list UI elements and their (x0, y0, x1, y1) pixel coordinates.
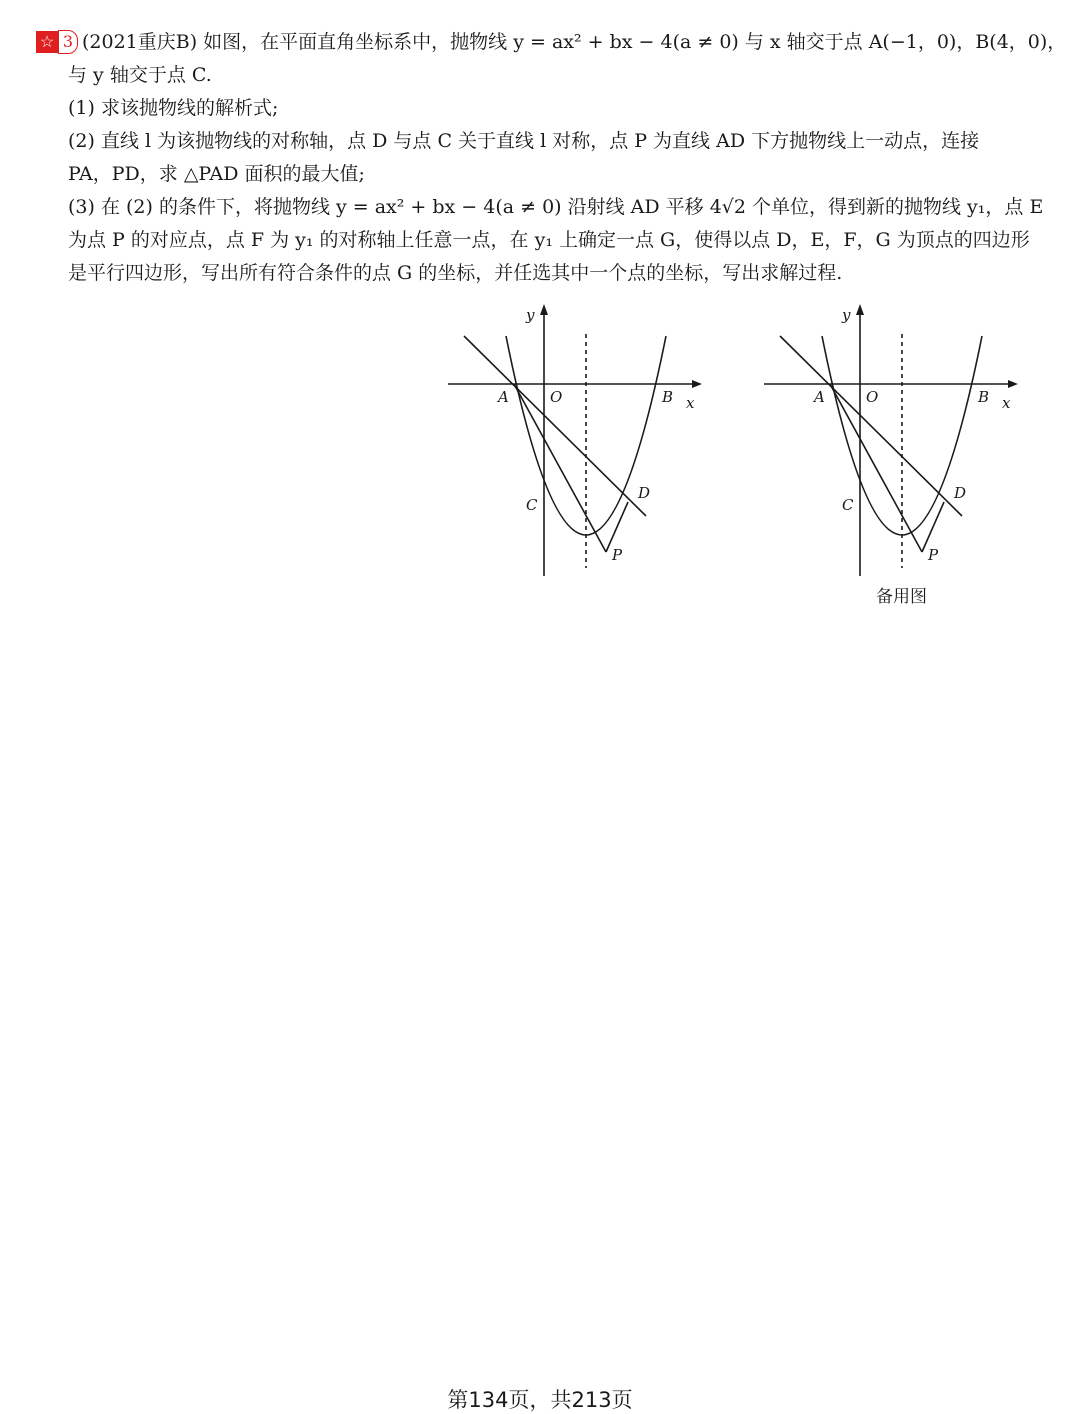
label-C: C (842, 496, 854, 514)
label-D: D (954, 484, 967, 502)
question-3-line-2: 为点 P 的对应点，点 F 为 y₁ 的对称轴上任意一点，在 y₁ 上确定一点 G，使得以点 D，E，F，G 为顶点的四边形 (68, 229, 1030, 251)
label-y: y (842, 306, 851, 324)
label-A: A (814, 388, 825, 406)
figure-backup (756, 296, 1036, 586)
problem-line-1: ☆ 3 (2021重庆B) 如图，在平面直角坐标系中，抛物线 y = ax² + bx − 4(a ≠ 0) 与 x 轴交于点 A(−1，0)，B(4，0)， (36, 26, 1036, 59)
question-2-line-2: PA，PD，求 △PAD 面积的最大值; (68, 163, 365, 185)
question-1: (1) 求该抛物线的解析式; (68, 97, 279, 119)
label-x: x (686, 394, 695, 412)
label-x: x (1002, 394, 1011, 412)
label-D: D (638, 484, 651, 502)
question-2-line-1: (2) 直线 l 为该抛物线的对称轴，点 D 与点 C 关于直线 l 对称，点 P 为直线 AD 下方抛物线上一动点，连接 (68, 130, 980, 152)
segment-PA (830, 384, 922, 552)
segment-PD (922, 502, 944, 552)
segment-PA (514, 384, 606, 552)
label-O: O (550, 388, 563, 406)
x-axis-arrow-icon (1008, 380, 1018, 388)
question-3-line-3: 是平行四边形，写出所有符合条件的点 G 的坐标，并任选其中一个点的坐标，写出求解过程. (68, 262, 843, 284)
y-axis-arrow-icon (540, 304, 548, 315)
problem-text (36, 26, 1067, 290)
figure-main (440, 296, 720, 586)
line-AD (464, 336, 646, 516)
star-icon: ☆ (36, 31, 58, 53)
label-A: A (498, 388, 509, 406)
label-B: B (978, 388, 990, 406)
label-B: B (662, 388, 674, 406)
label-y: y (526, 306, 535, 324)
label-O: O (866, 388, 879, 406)
segment-PD (606, 502, 628, 552)
y-axis-arrow-icon (856, 304, 864, 315)
figure-caption: 备用图 (876, 587, 927, 607)
question-3-line-1: (3) 在 (2) 的条件下，将抛物线 y = ax² + bx − 4(a ≠ 0) 沿射线 AD 平移 4√2 个单位，得到新的抛物线 y₁，点 E (68, 196, 1044, 218)
page-footer: 第134页，共213页 (447, 1388, 633, 1412)
problem-line-2: 与 y 轴交于点 C. (68, 64, 212, 86)
line-AD (780, 336, 962, 516)
x-axis-arrow-icon (692, 380, 702, 388)
label-P: P (928, 546, 939, 564)
label-C: C (526, 496, 538, 514)
label-P: P (612, 546, 623, 564)
problem-number: 3 (58, 30, 78, 54)
